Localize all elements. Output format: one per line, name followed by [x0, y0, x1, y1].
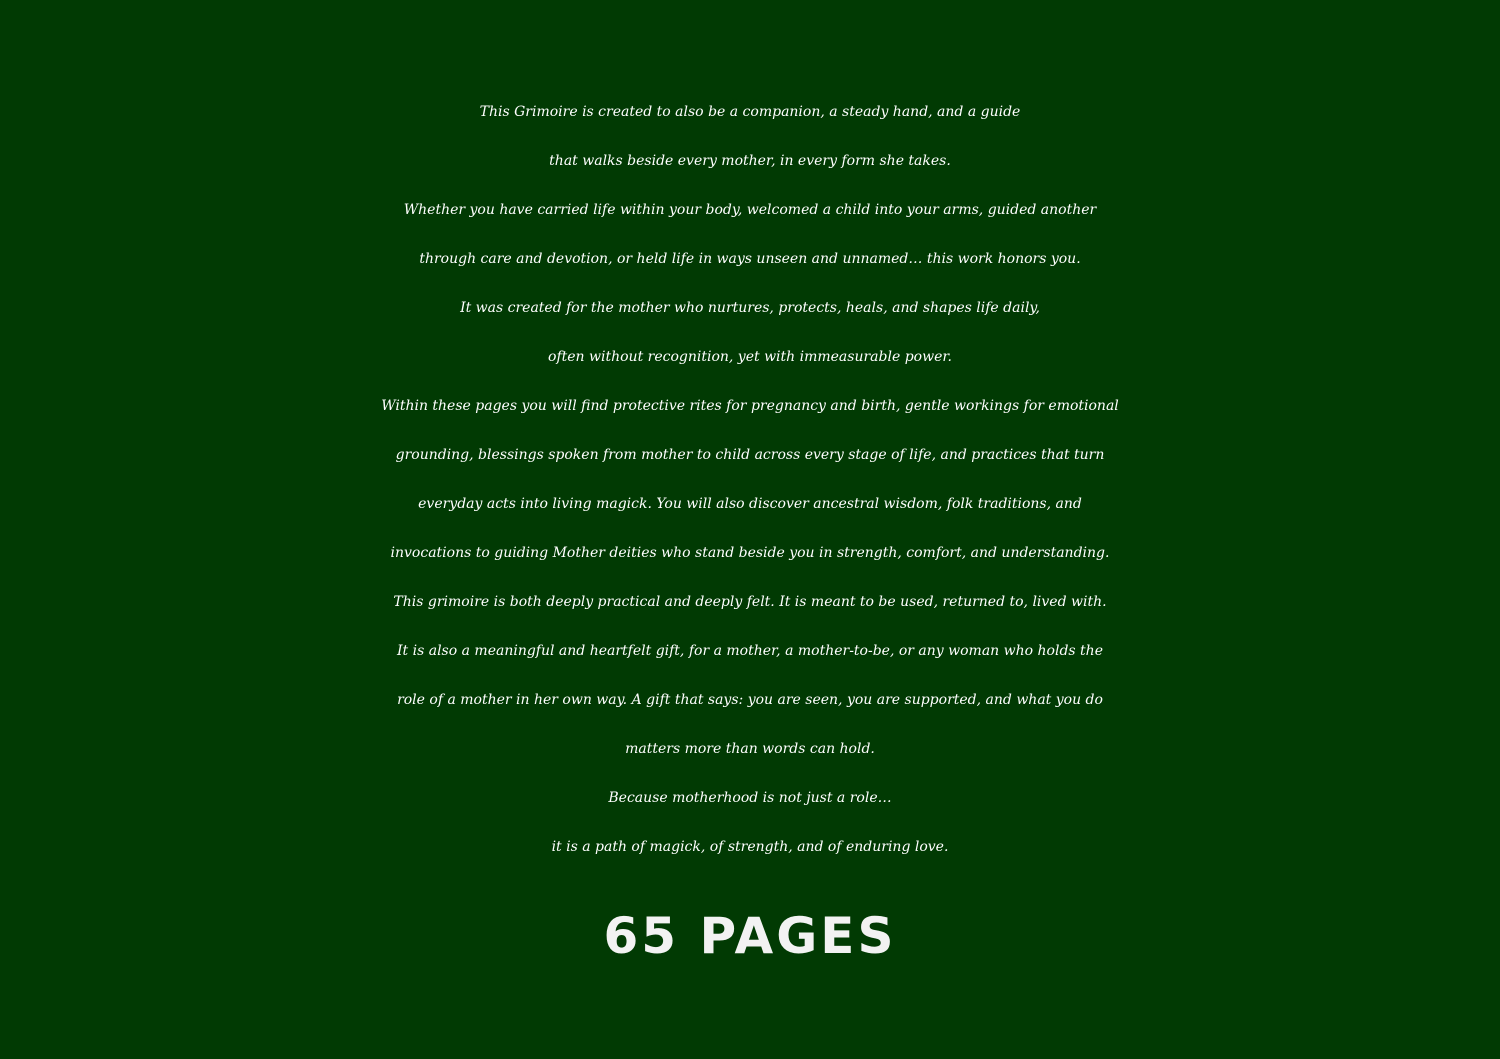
description-line: matters more than words can hold. [625, 741, 875, 757]
description-line: role of a mother in her own way. A gift that says: you are seen, you are supported, and what you do [397, 692, 1103, 708]
description-line: it is a path of magick, of strength, and of enduring love. [551, 839, 949, 855]
description-text [0, 88, 1500, 872]
description-line: through care and devotion, or held life in ways unseen and unnamed… this work honors you. [419, 251, 1081, 267]
description-line: This Grimoire is created to also be a companion, a steady hand, and a guide [479, 104, 1021, 120]
description-line: invocations to guiding Mother deities who stand beside you in strength, comfort, and understanding. [390, 545, 1110, 561]
description-line: This grimoire is both deeply practical and deeply felt. It is meant to be used, returned to, lived with. [393, 594, 1107, 610]
description-line: It was created for the mother who nurtures, protects, heals, and shapes life daily, [460, 300, 1040, 316]
description-line: Because motherhood is not just a role… [608, 790, 892, 806]
description-line: that walks beside every mother, in every form she takes. [549, 153, 951, 169]
description-line: It is also a meaningful and heartfelt gift, for a mother, a mother-to-be, or any woman who holds the [397, 643, 1103, 659]
description-line: often without recognition, yet with immeasurable power. [548, 349, 952, 365]
page-count-label: 65 PAGES [603, 907, 897, 965]
description-line: grounding, blessings spoken from mother to child across every stage of life, and practices that turn [395, 447, 1105, 463]
description-line: Whether you have carried life within your body, welcomed a child into your arms, guided another [403, 202, 1097, 218]
description-line: everyday acts into living magick. You will also discover ancestral wisdom, folk traditions, and [418, 496, 1082, 512]
description-line: Within these pages you will find protective rites for pregnancy and birth, gentle workings for emotional [381, 398, 1119, 414]
